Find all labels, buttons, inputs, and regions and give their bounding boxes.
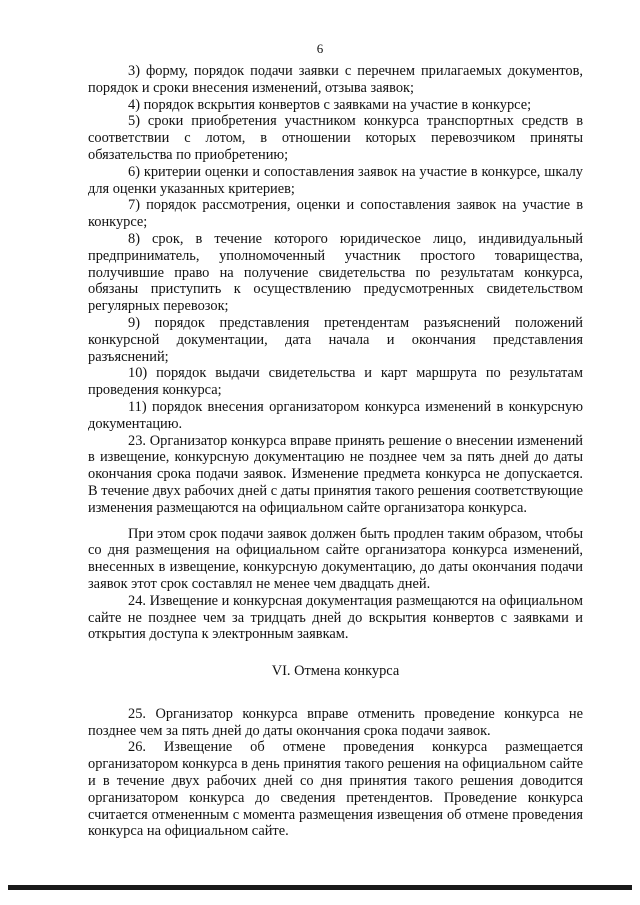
paragraph-item-8: 8) срок, в течение которого юридическое лицо, индивидуальный предприниматель, уполномоченный участник простого товарищества, получившие право на получение свидетельства по результатам конкурса, обязаны приступить к осуществлению предусмотренных свидетельством регулярных перевозок; <box>88 230 583 315</box>
paragraph-item-6: 6) критерии оценки и сопоставления заявок на участие в конкурсе, шкалу для оценки указанных критериев; <box>88 163 583 197</box>
paragraph-clause-23: 23. Организатор конкурса вправе принять решение о внесении изменений в извещение, конкурсную документацию не позднее чем за пять дней до даты окончания срока подачи заявок. Изменение предмета конкурса не допускается. В течение двух рабочих дней с даты принятия такого решения соответствующие изменения размещаются на официальном сайте организатора конкурса. <box>88 432 583 516</box>
paragraph-item-5: 5) сроки приобретения участником конкурса транспортных средств в соответствии с лотом, в отношении которых перевозчиком приняты обязательства по приобретению; <box>88 113 583 163</box>
paragraph-clause-26: 26. Извещение об отмене проведения конкурса размещается организатором конкурса в день принятия такого решения на официальном сайте и в течение двух рабочих дней со дня принятия такого решения доводится организатором конкурса до сведения претендентов. Проведение конкурса считается отмененным с момента размещения извещения об отмене проведения конкурса на официальном сайте. <box>88 739 583 840</box>
paragraph-spacer <box>88 517 583 526</box>
heading-spacer-top <box>88 643 583 663</box>
paragraph-clause-25: 25. Организатор конкурса вправе отменить проведение конкурса не позднее чем за пять дней до даты окончания срока подачи заявок. <box>88 705 583 739</box>
paragraph-item-10: 10) порядок выдачи свидетельства и карт маршрута по результатам проведения конкурса; <box>88 365 583 399</box>
bottom-rule <box>8 885 632 890</box>
paragraph-item-9: 9) порядок представления претендентам разъяснений положений конкурсной документации, дата начала и окончания представления разъяснений; <box>88 314 583 365</box>
paragraph-item-11: 11) порядок внесения организатором конкурса изменений в конкурсную документацию. <box>88 398 583 432</box>
heading-spacer-bottom <box>88 680 583 706</box>
page-number: 6 <box>316 41 324 56</box>
section-heading: VI. Отмена конкурса <box>271 663 400 680</box>
paragraph-item-3: 3) форму, порядок подачи заявки с перечнем прилагаемых документов, порядок и сроки внесения изменений, отзыва заявок; <box>88 63 583 96</box>
paragraph-clause-23-continued: При этом срок подачи заявок должен быть продлен таким образом, чтобы со дня размещения на официальном сайте организатора конкурса изменений, внесенных в извещение, конкурсную документацию, до даты окончания подачи заявок этот срок составлял не менее чем двадцать дней. <box>88 525 583 592</box>
paragraph-item-4: 4) порядок вскрытия конвертов с заявками на участие в конкурсе; <box>128 96 532 113</box>
document-body <box>88 63 583 840</box>
paragraph-clause-24: 24. Извещение и конкурсная документация размещаются на официальном сайте не позднее чем за тридцать дней до вскрытия конвертов с заявками и открытия доступа к электронным заявкам. <box>88 592 583 643</box>
paragraph-item-7: 7) порядок рассмотрения, оценки и сопоставления заявок на участие в конкурсе; <box>88 197 583 231</box>
